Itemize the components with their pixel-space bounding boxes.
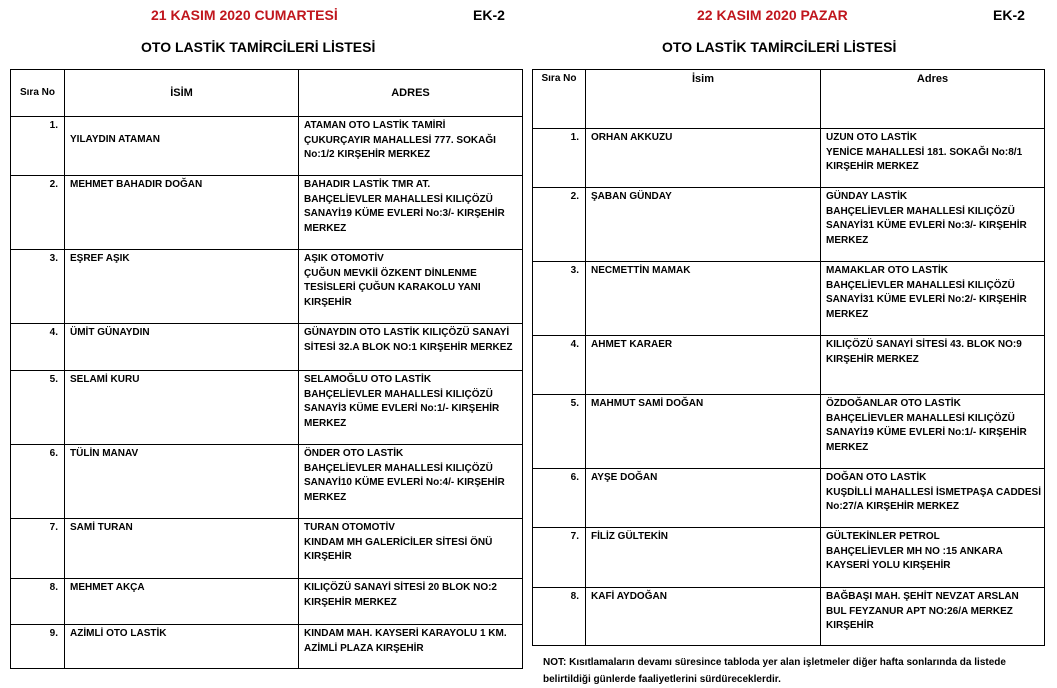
address-line: AZİMLİ PLAZA KIRŞEHİR	[304, 642, 424, 654]
row-number: 9.	[11, 625, 65, 669]
row-name: AZİMLİ OTO LASTİK	[65, 625, 299, 669]
right-header-address: Adres	[821, 70, 1045, 129]
address-line: SANAYİ3 KÜME EVLERİ No:1/- KIRŞEHİR	[304, 403, 500, 414]
address-line: SANAYİ31 KÜME EVLERİ No:3/- KIRŞEHİR	[826, 220, 1027, 231]
row-address	[299, 324, 523, 371]
row-name: TÜLİN MANAV	[65, 445, 299, 519]
address-line: KINDAM MAH. KAYSERİ KARAYOLU 1 KM.	[304, 628, 507, 639]
table-row	[533, 528, 1045, 588]
address-line: BAHÇELİEVLER MAHALLESİ KILIÇÖZÜ	[826, 412, 1015, 424]
address-line: KILIÇÖZÜ SANAYİ SİTESİ 20 BLOK NO:2	[304, 582, 497, 593]
address-line: MAMAKLAR OTO LASTİK	[826, 265, 949, 276]
row-address	[821, 129, 1045, 188]
row-name: SELAMİ KURU	[65, 371, 299, 445]
row-number: 8.	[533, 588, 586, 646]
row-number: 2.	[533, 188, 586, 262]
address-line: BAHÇELİEVLER MAHALLESİ KILIÇÖZÜ	[304, 388, 493, 400]
address-line: MERKEZ	[826, 441, 869, 453]
address-line: KIRŞEHİR MERKEZ	[826, 161, 919, 172]
row-address	[821, 188, 1045, 262]
table-row	[11, 445, 523, 519]
table-row	[533, 336, 1045, 395]
address-line: ÖNDER OTO LASTİK	[304, 448, 404, 459]
row-number: 3.	[533, 262, 586, 336]
address-line: SİTESİ 32.A BLOK NO:1 KIRŞEHİR MERKEZ	[304, 341, 513, 353]
row-name: MAHMUT SAMİ DOĞAN	[586, 395, 821, 469]
left-repair-table	[10, 69, 523, 669]
row-address	[299, 579, 523, 625]
row-number: 5.	[11, 371, 65, 445]
address-line: BUL FEYZANUR APT NO:26/A MERKEZ	[826, 605, 1013, 617]
table-row	[11, 371, 523, 445]
left-header-name: İSİM	[65, 70, 299, 117]
table-row	[11, 324, 523, 371]
address-line: KIRŞEHİR	[304, 296, 352, 308]
table-row	[533, 588, 1045, 646]
footer-note: NOT: Kısıtlamaların devamı süresince tabloda yer alan işletmeler diğer hafta sonlarında da listede belirtildiği günlerde faaliyetlerini sürdüreceklerdir.	[543, 657, 1006, 685]
address-line: TURAN OTOMOTİV	[304, 522, 395, 533]
address-line: SANAYİ10 KÜME EVLERİ No:4/- KIRŞEHİR	[304, 477, 505, 488]
address-line: BAHÇELİEVLER MAHALLESİ KILIÇÖZÜ	[304, 462, 493, 474]
table-row	[533, 129, 1045, 188]
right-date-title: 22 KASIM 2020 PAZAR	[697, 7, 848, 23]
address-line: AŞIK OTOMOTİV	[304, 253, 384, 264]
right-ek-label: EK-2	[993, 7, 1025, 23]
left-ek-label: EK-2	[473, 7, 505, 23]
row-number: 6.	[11, 445, 65, 519]
table-row	[533, 188, 1045, 262]
row-address	[299, 176, 523, 250]
row-number: 1.	[11, 117, 65, 176]
address-line: BAHÇELİEVLER MAHALLESİ KILIÇÖZÜ	[304, 193, 493, 205]
left-list-title: OTO LASTİK TAMİRCİLERİ LİSTESİ	[141, 39, 376, 55]
row-name: KAFİ AYDOĞAN	[586, 588, 821, 646]
row-number: 8.	[11, 579, 65, 625]
address-line: KIRŞEHİR MERKEZ	[304, 596, 397, 608]
left-header-address: ADRES	[299, 70, 523, 117]
address-line: ATAMAN OTO LASTİK TAMİRİ	[304, 120, 446, 131]
address-line: No:27/A KIRŞEHİR MERKEZ	[826, 501, 959, 512]
row-number: 5.	[533, 395, 586, 469]
table-row	[533, 262, 1045, 336]
address-line: MERKEZ	[304, 222, 347, 234]
row-address	[821, 469, 1045, 528]
row-address	[299, 371, 523, 445]
row-name: ORHAN AKKUZU	[586, 129, 821, 188]
row-name: FİLİZ GÜLTEKİN	[586, 528, 821, 588]
left-date-title: 21 KASIM 2020 CUMARTESİ	[151, 7, 338, 23]
row-number: 2.	[11, 176, 65, 250]
address-line: BAHADIR LASTİK TMR AT.	[304, 179, 431, 190]
right-header-name: İsim	[586, 70, 821, 129]
address-line: MERKEZ	[304, 417, 347, 429]
address-line: GÜLTEKİNLER PETROL	[826, 531, 940, 542]
row-address	[821, 395, 1045, 469]
address-line: KINDAM MH GALERİCİLER SİTESİ ÖNÜ	[304, 536, 493, 548]
row-number: 4.	[533, 336, 586, 395]
address-line: BAHÇELİEVLER MAHALLESİ KILIÇÖZÜ	[826, 279, 1015, 291]
row-number: 7.	[533, 528, 586, 588]
row-name: NECMETTİN MAMAK	[586, 262, 821, 336]
address-line: DOĞAN OTO LASTİK	[826, 472, 927, 483]
row-address	[821, 528, 1045, 588]
address-line: YENİCE MAHALLESİ 181. SOKAĞI No:8/1	[826, 146, 1023, 158]
row-name: EŞREF AŞIK	[65, 250, 299, 324]
address-line: KUŞDİLLİ MAHALLESİ İSMETPAŞA CADDESİ	[826, 486, 1042, 498]
row-address	[821, 336, 1045, 395]
table-row	[11, 519, 523, 579]
row-address	[821, 588, 1045, 646]
address-line: KAYSERİ YOLU KIRŞEHİR	[826, 560, 951, 571]
row-number: 6.	[533, 469, 586, 528]
table-row	[11, 579, 523, 625]
row-address	[299, 445, 523, 519]
address-line: BAHÇELİEVLER MH NO :15 ANKARA	[826, 545, 1003, 557]
address-line: KIRŞEHİR MERKEZ	[826, 353, 919, 365]
address-line: KIRŞEHİR	[826, 620, 874, 631]
address-line: ÖZDOĞANLAR OTO LASTİK	[826, 398, 961, 409]
address-line: BAHÇELİEVLER MAHALLESİ KILIÇÖZÜ	[826, 205, 1015, 217]
address-line: GÜNAYDIN OTO LASTİK KILIÇÖZÜ SANAYİ	[304, 327, 510, 338]
address-line: UZUN OTO LASTİK	[826, 132, 917, 143]
row-name: MEHMET BAHADIR DOĞAN	[65, 176, 299, 250]
row-name: SAMİ TURAN	[65, 519, 299, 579]
address-line: BAĞBAŞI MAH. ŞEHİT NEVZAT ARSLAN	[826, 591, 1019, 602]
row-address	[299, 250, 523, 324]
row-number: 3.	[11, 250, 65, 324]
row-number: 4.	[11, 324, 65, 371]
address-line: ÇUĞUN MEVKİİ ÖZKENT DİNLENME	[304, 267, 477, 279]
row-address	[821, 262, 1045, 336]
address-line: MERKEZ	[826, 234, 869, 246]
address-line: SELAMOĞLU OTO LASTİK	[304, 374, 432, 385]
right-repair-table	[532, 69, 1045, 646]
left-header-no: Sıra No	[11, 70, 65, 117]
row-name: MEHMET AKÇA	[65, 579, 299, 625]
address-line: KIRŞEHİR	[304, 551, 352, 562]
address-line: No:1/2 KIRŞEHİR MERKEZ	[304, 149, 431, 160]
address-line: MERKEZ	[304, 491, 347, 503]
table-row	[11, 625, 523, 669]
address-line: SANAYİ19 KÜME EVLERİ No:1/- KIRŞEHİR	[826, 427, 1027, 438]
row-name: ŞABAN GÜNDAY	[586, 188, 821, 262]
right-list-title: OTO LASTİK TAMİRCİLERİ LİSTESİ	[662, 39, 897, 55]
address-line: SANAYİ19 KÜME EVLERİ No:3/- KIRŞEHİR	[304, 208, 505, 219]
row-address	[299, 519, 523, 579]
row-name: YILAYDIN ATAMAN	[65, 117, 299, 176]
row-name: AHMET KARAER	[586, 336, 821, 395]
row-name: AYŞE DOĞAN	[586, 469, 821, 528]
address-line: KILIÇÖZÜ SANAYİ SİTESİ 43. BLOK NO:9	[826, 339, 1022, 350]
right-header-no: Sıra No	[533, 70, 586, 129]
table-row	[11, 250, 523, 324]
table-row	[533, 395, 1045, 469]
address-line: SANAYİ31 KÜME EVLERİ No:2/- KIRŞEHİR	[826, 294, 1027, 305]
address-line: GÜNDAY LASTİK	[826, 191, 908, 202]
table-row	[11, 176, 523, 250]
row-address	[299, 625, 523, 669]
row-name: ÜMİT GÜNAYDIN	[65, 324, 299, 371]
row-number: 1.	[533, 129, 586, 188]
row-number: 7.	[11, 519, 65, 579]
address-line: ÇUKURÇAYIR MAHALLESİ 777. SOKAĞI	[304, 134, 496, 146]
table-row	[533, 469, 1045, 528]
table-row	[11, 117, 523, 176]
row-address	[299, 117, 523, 176]
address-line: TESİSLERİ ÇUĞUN KARAKOLU YANI	[304, 282, 481, 293]
address-line: MERKEZ	[826, 308, 869, 320]
